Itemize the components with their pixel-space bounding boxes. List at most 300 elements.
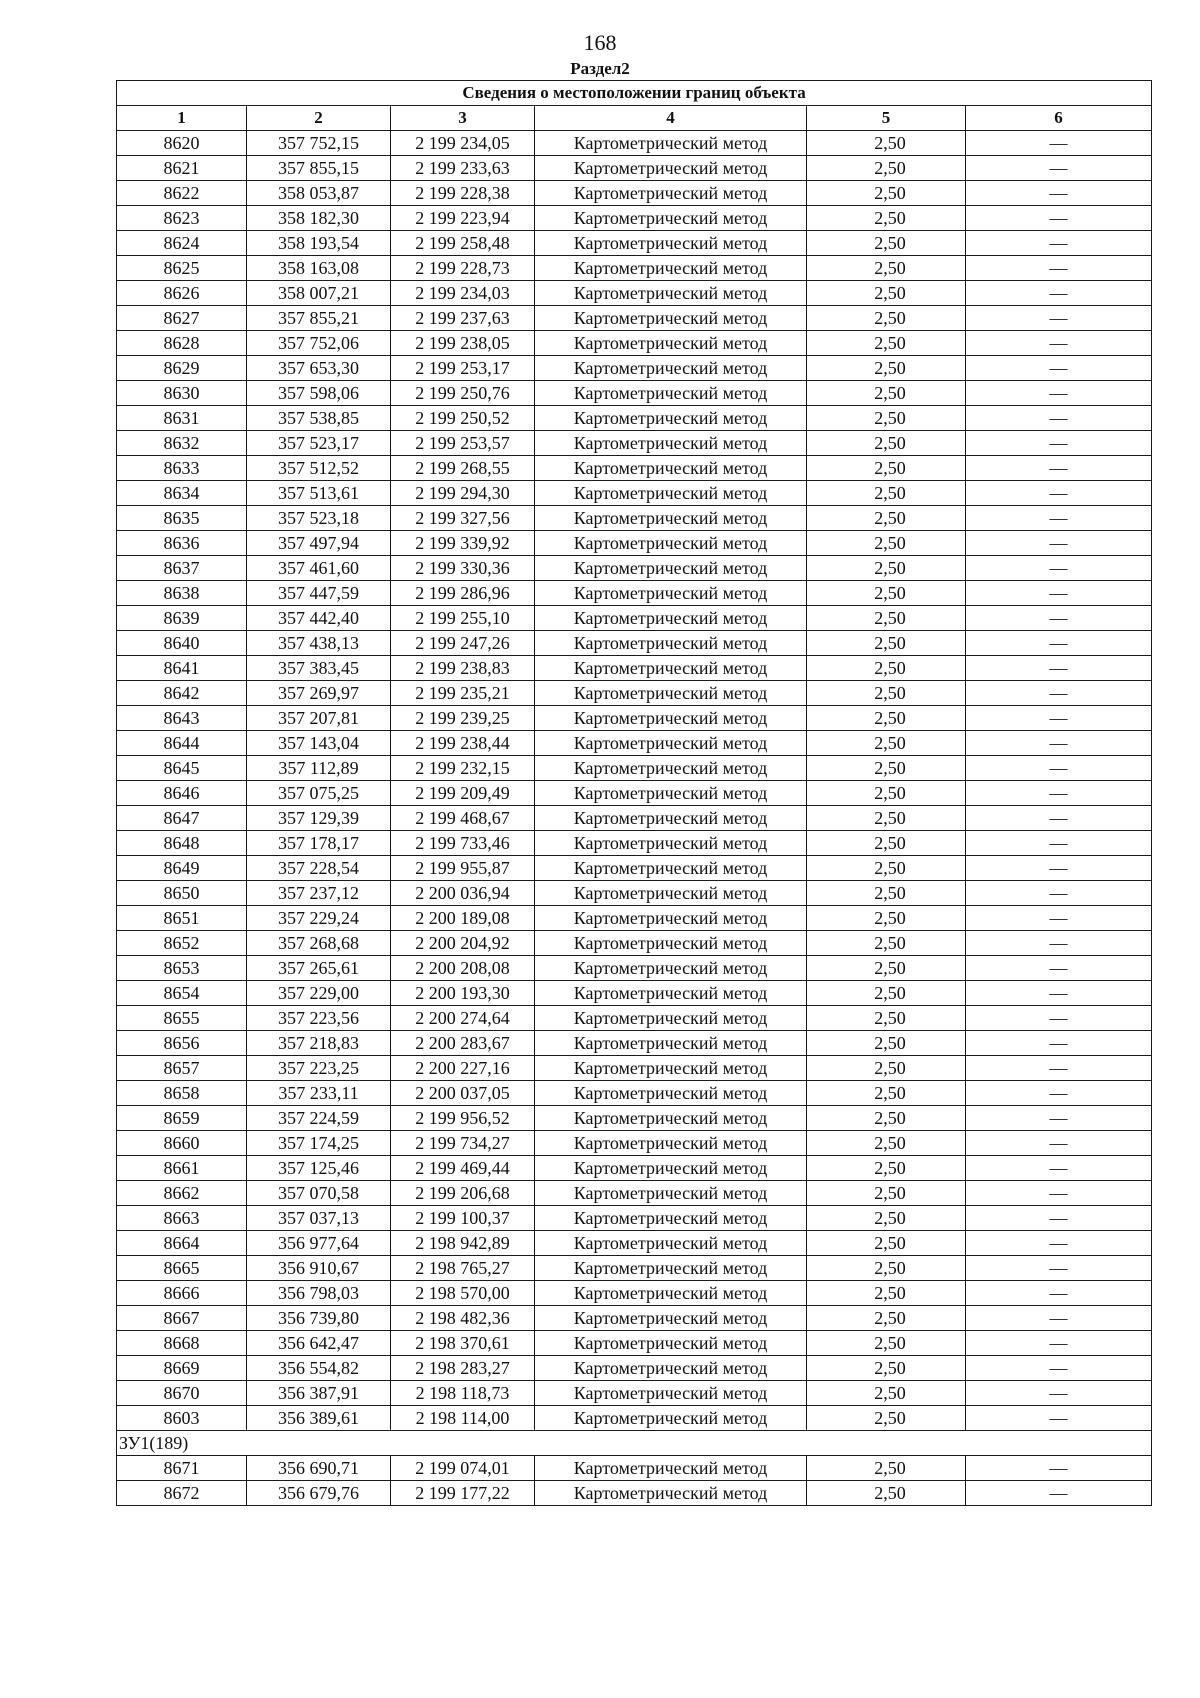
- y-coordinate-cell: 2 199 258,48: [391, 231, 535, 256]
- description-cell: —: [966, 1031, 1152, 1056]
- method-cell: Картометрический метод: [535, 256, 807, 281]
- column-header: 1: [117, 106, 247, 131]
- table-row: [117, 356, 1152, 381]
- table-row: [117, 531, 1152, 556]
- accuracy-cell: 2,50: [807, 406, 966, 431]
- accuracy-cell: 2,50: [807, 356, 966, 381]
- accuracy-cell: 2,50: [807, 1081, 966, 1106]
- accuracy-cell: 2,50: [807, 906, 966, 931]
- accuracy-cell: 2,50: [807, 1406, 966, 1431]
- description-cell: —: [966, 1081, 1152, 1106]
- point-number-cell: 8643: [117, 706, 247, 731]
- x-coordinate-cell: 357 383,45: [247, 656, 391, 681]
- accuracy-cell: 2,50: [807, 1206, 966, 1231]
- method-cell: Картометрический метод: [535, 1156, 807, 1181]
- point-number-cell: 8634: [117, 481, 247, 506]
- x-coordinate-cell: 358 193,54: [247, 231, 391, 256]
- table-row: [117, 1356, 1152, 1381]
- description-cell: —: [966, 456, 1152, 481]
- description-cell: —: [966, 931, 1152, 956]
- column-header: 3: [391, 106, 535, 131]
- x-coordinate-cell: 357 523,18: [247, 506, 391, 531]
- table-row: [117, 631, 1152, 656]
- point-number-cell: 8666: [117, 1281, 247, 1306]
- table-row: [117, 1131, 1152, 1156]
- x-coordinate-cell: 357 129,39: [247, 806, 391, 831]
- point-number-cell: 8649: [117, 856, 247, 881]
- y-coordinate-cell: 2 199 327,56: [391, 506, 535, 531]
- method-cell: Картометрический метод: [535, 1481, 807, 1506]
- accuracy-cell: 2,50: [807, 431, 966, 456]
- y-coordinate-cell: 2 199 330,36: [391, 556, 535, 581]
- method-cell: Картометрический метод: [535, 806, 807, 831]
- x-coordinate-cell: 357 497,94: [247, 531, 391, 556]
- method-cell: Картометрический метод: [535, 1456, 807, 1481]
- description-cell: —: [966, 756, 1152, 781]
- point-number-cell: 8631: [117, 406, 247, 431]
- point-number-cell: 8665: [117, 1256, 247, 1281]
- group-row: [117, 1431, 1152, 1456]
- point-number-cell: 8646: [117, 781, 247, 806]
- table-row: [117, 306, 1152, 331]
- column-header: 4: [535, 106, 807, 131]
- table-row: [117, 1281, 1152, 1306]
- method-cell: Картометрический метод: [535, 656, 807, 681]
- accuracy-cell: 2,50: [807, 381, 966, 406]
- table-row: [117, 1256, 1152, 1281]
- y-coordinate-cell: 2 199 234,03: [391, 281, 535, 306]
- y-coordinate-cell: 2 200 193,30: [391, 981, 535, 1006]
- point-number-cell: 8623: [117, 206, 247, 231]
- method-cell: Картометрический метод: [535, 781, 807, 806]
- point-number-cell: 8632: [117, 431, 247, 456]
- section-heading: Раздел2: [570, 59, 630, 78]
- accuracy-cell: 2,50: [807, 756, 966, 781]
- point-number-cell: 8641: [117, 656, 247, 681]
- x-coordinate-cell: 358 007,21: [247, 281, 391, 306]
- accuracy-cell: 2,50: [807, 1056, 966, 1081]
- description-cell: —: [966, 1006, 1152, 1031]
- table-row: [117, 831, 1152, 856]
- point-number-cell: 8633: [117, 456, 247, 481]
- method-cell: Картометрический метод: [535, 731, 807, 756]
- point-number-cell: 8603: [117, 1406, 247, 1431]
- point-number-cell: 8672: [117, 1481, 247, 1506]
- point-number-cell: 8670: [117, 1381, 247, 1406]
- point-number-cell: 8667: [117, 1306, 247, 1331]
- x-coordinate-cell: 357 538,85: [247, 406, 391, 431]
- x-coordinate-cell: 357 224,59: [247, 1106, 391, 1131]
- point-number-cell: 8637: [117, 556, 247, 581]
- description-cell: —: [966, 831, 1152, 856]
- x-coordinate-cell: 357 447,59: [247, 581, 391, 606]
- y-coordinate-cell: 2 199 734,27: [391, 1131, 535, 1156]
- method-cell: Картометрический метод: [535, 981, 807, 1006]
- x-coordinate-cell: 357 218,83: [247, 1031, 391, 1056]
- y-coordinate-cell: 2 200 037,05: [391, 1081, 535, 1106]
- table-row: [117, 706, 1152, 731]
- x-coordinate-cell: 357 070,58: [247, 1181, 391, 1206]
- table-title: Сведения о местоположении границ объекта: [117, 81, 1152, 106]
- method-cell: Картометрический метод: [535, 331, 807, 356]
- description-cell: —: [966, 606, 1152, 631]
- table-body: [117, 131, 1152, 1506]
- description-cell: —: [966, 956, 1152, 981]
- y-coordinate-cell: 2 199 255,10: [391, 606, 535, 631]
- accuracy-cell: 2,50: [807, 556, 966, 581]
- table-row: [117, 1331, 1152, 1356]
- accuracy-cell: 2,50: [807, 1006, 966, 1031]
- x-coordinate-cell: 356 554,82: [247, 1356, 391, 1381]
- table-row: [117, 1006, 1152, 1031]
- x-coordinate-cell: 357 461,60: [247, 556, 391, 581]
- description-cell: —: [966, 656, 1152, 681]
- y-coordinate-cell: 2 198 482,36: [391, 1306, 535, 1331]
- description-cell: —: [966, 706, 1152, 731]
- point-number-cell: 8655: [117, 1006, 247, 1031]
- method-cell: Картометрический метод: [535, 1106, 807, 1131]
- method-cell: Картометрический метод: [535, 856, 807, 881]
- table-row: [117, 206, 1152, 231]
- point-number-cell: 8661: [117, 1156, 247, 1181]
- accuracy-cell: 2,50: [807, 181, 966, 206]
- method-cell: Картометрический метод: [535, 281, 807, 306]
- x-coordinate-cell: 356 679,76: [247, 1481, 391, 1506]
- y-coordinate-cell: 2 199 100,37: [391, 1206, 535, 1231]
- y-coordinate-cell: 2 200 036,94: [391, 881, 535, 906]
- y-coordinate-cell: 2 199 233,63: [391, 156, 535, 181]
- accuracy-cell: 2,50: [807, 156, 966, 181]
- point-number-cell: 8658: [117, 1081, 247, 1106]
- point-number-cell: 8642: [117, 681, 247, 706]
- point-number-cell: 8625: [117, 256, 247, 281]
- description-cell: —: [966, 131, 1152, 156]
- table-row: [117, 1056, 1152, 1081]
- point-number-cell: 8663: [117, 1206, 247, 1231]
- method-cell: Картометрический метод: [535, 431, 807, 456]
- x-coordinate-cell: 357 143,04: [247, 731, 391, 756]
- point-number-cell: 8654: [117, 981, 247, 1006]
- x-coordinate-cell: 357 237,12: [247, 881, 391, 906]
- y-coordinate-cell: 2 199 294,30: [391, 481, 535, 506]
- description-cell: —: [966, 531, 1152, 556]
- accuracy-cell: 2,50: [807, 781, 966, 806]
- method-cell: Картометрический метод: [535, 481, 807, 506]
- x-coordinate-cell: 357 075,25: [247, 781, 391, 806]
- method-cell: Картометрический метод: [535, 1206, 807, 1231]
- method-cell: Картометрический метод: [535, 181, 807, 206]
- accuracy-cell: 2,50: [807, 1156, 966, 1181]
- y-coordinate-cell: 2 199 238,44: [391, 731, 535, 756]
- x-coordinate-cell: 357 442,40: [247, 606, 391, 631]
- accuracy-cell: 2,50: [807, 1256, 966, 1281]
- table-row: [117, 931, 1152, 956]
- method-cell: Картометрический метод: [535, 1281, 807, 1306]
- accuracy-cell: 2,50: [807, 306, 966, 331]
- table-row: [117, 906, 1152, 931]
- method-cell: Картометрический метод: [535, 1031, 807, 1056]
- accuracy-cell: 2,50: [807, 281, 966, 306]
- y-coordinate-cell: 2 199 232,15: [391, 756, 535, 781]
- x-coordinate-cell: 356 387,91: [247, 1381, 391, 1406]
- y-coordinate-cell: 2 199 955,87: [391, 856, 535, 881]
- description-cell: —: [966, 1206, 1152, 1231]
- y-coordinate-cell: 2 199 339,92: [391, 531, 535, 556]
- description-cell: —: [966, 681, 1152, 706]
- table-row: [117, 981, 1152, 1006]
- description-cell: —: [966, 581, 1152, 606]
- x-coordinate-cell: 357 125,46: [247, 1156, 391, 1181]
- accuracy-cell: 2,50: [807, 1456, 966, 1481]
- method-cell: Картометрический метод: [535, 1081, 807, 1106]
- method-cell: Картометрический метод: [535, 506, 807, 531]
- x-coordinate-cell: 357 653,30: [247, 356, 391, 381]
- point-number-cell: 8648: [117, 831, 247, 856]
- description-cell: —: [966, 781, 1152, 806]
- description-cell: —: [966, 181, 1152, 206]
- method-cell: Картометрический метод: [535, 531, 807, 556]
- accuracy-cell: 2,50: [807, 681, 966, 706]
- point-number-cell: 8640: [117, 631, 247, 656]
- point-number-cell: 8630: [117, 381, 247, 406]
- point-number-cell: 8621: [117, 156, 247, 181]
- table-row: [117, 881, 1152, 906]
- accuracy-cell: 2,50: [807, 856, 966, 881]
- description-cell: —: [966, 1156, 1152, 1181]
- point-number-cell: 8627: [117, 306, 247, 331]
- description-cell: —: [966, 331, 1152, 356]
- y-coordinate-cell: 2 199 238,83: [391, 656, 535, 681]
- description-cell: —: [966, 1381, 1152, 1406]
- description-cell: —: [966, 1056, 1152, 1081]
- accuracy-cell: 2,50: [807, 1231, 966, 1256]
- x-coordinate-cell: 357 233,11: [247, 1081, 391, 1106]
- method-cell: Картометрический метод: [535, 906, 807, 931]
- y-coordinate-cell: 2 199 247,26: [391, 631, 535, 656]
- y-coordinate-cell: 2 199 177,22: [391, 1481, 535, 1506]
- y-coordinate-cell: 2 199 956,52: [391, 1106, 535, 1131]
- y-coordinate-cell: 2 199 206,68: [391, 1181, 535, 1206]
- accuracy-cell: 2,50: [807, 506, 966, 531]
- x-coordinate-cell: 358 053,87: [247, 181, 391, 206]
- description-cell: —: [966, 431, 1152, 456]
- description-cell: —: [966, 1181, 1152, 1206]
- page-number: 168: [583, 30, 617, 55]
- description-cell: —: [966, 1131, 1152, 1156]
- method-cell: Картометрический метод: [535, 1381, 807, 1406]
- column-header: 6: [966, 106, 1152, 131]
- description-cell: —: [966, 1356, 1152, 1381]
- x-coordinate-cell: 358 163,08: [247, 256, 391, 281]
- accuracy-cell: 2,50: [807, 456, 966, 481]
- accuracy-cell: 2,50: [807, 1481, 966, 1506]
- table-row: [117, 1156, 1152, 1181]
- description-cell: —: [966, 906, 1152, 931]
- y-coordinate-cell: 2 198 765,27: [391, 1256, 535, 1281]
- description-cell: —: [966, 1106, 1152, 1131]
- accuracy-cell: 2,50: [807, 481, 966, 506]
- y-coordinate-cell: 2 199 239,25: [391, 706, 535, 731]
- x-coordinate-cell: 358 182,30: [247, 206, 391, 231]
- accuracy-cell: 2,50: [807, 1356, 966, 1381]
- description-cell: —: [966, 306, 1152, 331]
- method-cell: Картометрический метод: [535, 681, 807, 706]
- description-cell: —: [966, 506, 1152, 531]
- table-row: [117, 806, 1152, 831]
- y-coordinate-cell: 2 199 228,73: [391, 256, 535, 281]
- method-cell: Картометрический метод: [535, 1231, 807, 1256]
- method-cell: Картометрический метод: [535, 356, 807, 381]
- method-cell: Картометрический метод: [535, 381, 807, 406]
- x-coordinate-cell: 356 642,47: [247, 1331, 391, 1356]
- point-number-cell: 8629: [117, 356, 247, 381]
- accuracy-cell: 2,50: [807, 631, 966, 656]
- x-coordinate-cell: 357 598,06: [247, 381, 391, 406]
- description-cell: —: [966, 881, 1152, 906]
- table-row: [117, 781, 1152, 806]
- table-row: [117, 1081, 1152, 1106]
- table-row: [117, 1231, 1152, 1256]
- x-coordinate-cell: 357 513,61: [247, 481, 391, 506]
- table-row: [117, 506, 1152, 531]
- y-coordinate-cell: 2 198 570,00: [391, 1281, 535, 1306]
- method-cell: Картометрический метод: [535, 706, 807, 731]
- point-number-cell: 8626: [117, 281, 247, 306]
- point-number-cell: 8644: [117, 731, 247, 756]
- x-coordinate-cell: 356 389,61: [247, 1406, 391, 1431]
- x-coordinate-cell: 357 228,54: [247, 856, 391, 881]
- description-cell: —: [966, 256, 1152, 281]
- y-coordinate-cell: 2 198 370,61: [391, 1331, 535, 1356]
- accuracy-cell: 2,50: [807, 1306, 966, 1331]
- accuracy-cell: 2,50: [807, 656, 966, 681]
- table-row: [117, 431, 1152, 456]
- point-number-cell: 8662: [117, 1181, 247, 1206]
- accuracy-cell: 2,50: [807, 131, 966, 156]
- method-cell: Картометрический метод: [535, 831, 807, 856]
- table-row: [117, 1381, 1152, 1406]
- y-coordinate-cell: 2 199 268,55: [391, 456, 535, 481]
- x-coordinate-cell: 357 438,13: [247, 631, 391, 656]
- accuracy-cell: 2,50: [807, 581, 966, 606]
- accuracy-cell: 2,50: [807, 806, 966, 831]
- table-row: [117, 181, 1152, 206]
- accuracy-cell: 2,50: [807, 956, 966, 981]
- method-cell: Картометрический метод: [535, 1256, 807, 1281]
- point-number-cell: 8657: [117, 1056, 247, 1081]
- description-cell: —: [966, 281, 1152, 306]
- accuracy-cell: 2,50: [807, 1131, 966, 1156]
- description-cell: —: [966, 206, 1152, 231]
- method-cell: Картометрический метод: [535, 606, 807, 631]
- table-row: [117, 1456, 1152, 1481]
- method-cell: Картометрический метод: [535, 1306, 807, 1331]
- accuracy-cell: 2,50: [807, 331, 966, 356]
- description-cell: —: [966, 1306, 1152, 1331]
- method-cell: Картометрический метод: [535, 156, 807, 181]
- accuracy-cell: 2,50: [807, 1381, 966, 1406]
- y-coordinate-cell: 2 198 114,00: [391, 1406, 535, 1431]
- point-number-cell: 8638: [117, 581, 247, 606]
- x-coordinate-cell: 357 229,24: [247, 906, 391, 931]
- point-number-cell: 8651: [117, 906, 247, 931]
- table-row: [117, 406, 1152, 431]
- description-cell: —: [966, 1406, 1152, 1431]
- description-cell: —: [966, 356, 1152, 381]
- accuracy-cell: 2,50: [807, 606, 966, 631]
- y-coordinate-cell: 2 199 235,21: [391, 681, 535, 706]
- column-header-row: [117, 106, 1152, 131]
- point-number-cell: 8659: [117, 1106, 247, 1131]
- method-cell: Картометрический метод: [535, 631, 807, 656]
- y-coordinate-cell: 2 199 253,57: [391, 431, 535, 456]
- boundary-coordinates-table: [116, 80, 1152, 1506]
- x-coordinate-cell: 357 269,97: [247, 681, 391, 706]
- accuracy-cell: 2,50: [807, 731, 966, 756]
- point-number-cell: 8635: [117, 506, 247, 531]
- y-coordinate-cell: 2 199 209,49: [391, 781, 535, 806]
- x-coordinate-cell: 357 229,00: [247, 981, 391, 1006]
- table-row: [117, 281, 1152, 306]
- x-coordinate-cell: 357 752,06: [247, 331, 391, 356]
- x-coordinate-cell: 357 223,25: [247, 1056, 391, 1081]
- table-row: [117, 681, 1152, 706]
- y-coordinate-cell: 2 200 189,08: [391, 906, 535, 931]
- table-row: [117, 1181, 1152, 1206]
- y-coordinate-cell: 2 199 733,46: [391, 831, 535, 856]
- y-coordinate-cell: 2 198 118,73: [391, 1381, 535, 1406]
- method-cell: Картометрический метод: [535, 306, 807, 331]
- point-number-cell: 8660: [117, 1131, 247, 1156]
- point-number-cell: 8639: [117, 606, 247, 631]
- point-number-cell: 8656: [117, 1031, 247, 1056]
- y-coordinate-cell: 2 199 469,44: [391, 1156, 535, 1181]
- y-coordinate-cell: 2 199 286,96: [391, 581, 535, 606]
- method-cell: Картометрический метод: [535, 406, 807, 431]
- y-coordinate-cell: 2 199 228,38: [391, 181, 535, 206]
- description-cell: —: [966, 1256, 1152, 1281]
- x-coordinate-cell: 356 977,64: [247, 1231, 391, 1256]
- accuracy-cell: 2,50: [807, 206, 966, 231]
- table-row: [117, 331, 1152, 356]
- point-number-cell: 8668: [117, 1331, 247, 1356]
- accuracy-cell: 2,50: [807, 831, 966, 856]
- accuracy-cell: 2,50: [807, 256, 966, 281]
- x-coordinate-cell: 357 178,17: [247, 831, 391, 856]
- y-coordinate-cell: 2 200 274,64: [391, 1006, 535, 1031]
- y-coordinate-cell: 2 200 227,16: [391, 1056, 535, 1081]
- method-cell: Картометрический метод: [535, 581, 807, 606]
- y-coordinate-cell: 2 199 250,52: [391, 406, 535, 431]
- description-cell: —: [966, 406, 1152, 431]
- y-coordinate-cell: 2 199 238,05: [391, 331, 535, 356]
- table-row: [117, 1406, 1152, 1431]
- group-label: ЗУ1(189): [117, 1431, 1152, 1456]
- description-cell: —: [966, 1481, 1152, 1506]
- x-coordinate-cell: 357 223,56: [247, 1006, 391, 1031]
- table-row: [117, 256, 1152, 281]
- description-cell: —: [966, 381, 1152, 406]
- description-cell: —: [966, 981, 1152, 1006]
- method-cell: Картометрический метод: [535, 931, 807, 956]
- column-header: 5: [807, 106, 966, 131]
- table-row: [117, 756, 1152, 781]
- accuracy-cell: 2,50: [807, 231, 966, 256]
- x-coordinate-cell: 357 207,81: [247, 706, 391, 731]
- point-number-cell: 8620: [117, 131, 247, 156]
- point-number-cell: 8636: [117, 531, 247, 556]
- x-coordinate-cell: 357 855,21: [247, 306, 391, 331]
